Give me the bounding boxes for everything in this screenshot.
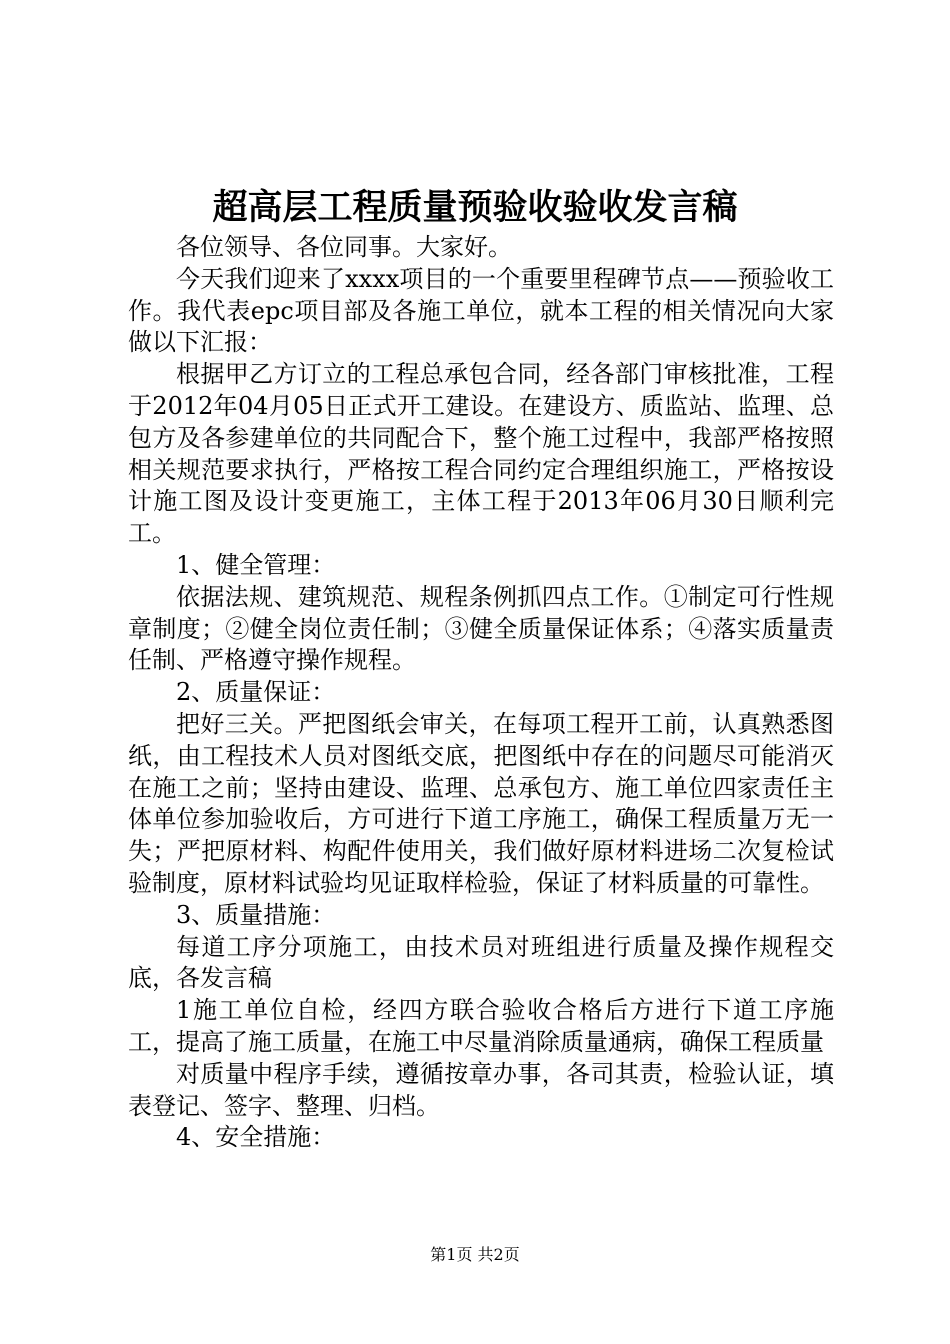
page-footer: 第1页 共2页 (430, 1245, 520, 1264)
paragraph-quality-measures-2: 1施工单位自检，经四方联合验收合格后方进行下道工序施工，提高了施工质量，在施工中尽量消除质量通病，确保工程质量 (128, 996, 834, 1056)
paragraph-greeting: 各位领导、各位同事。大家好。 (176, 233, 512, 261)
document-body (128, 232, 834, 1154)
paragraph-quality-measures-1: 每道工序分项施工，由技术员对班组进行质量及操作规程交底，各发言稿 (128, 932, 834, 993)
paragraph-intro: 今天我们迎来了xxxx项目的一个重要里程碑节点——预验收工作。我代表epc项目部及各施工单位，就本工程的相关情况向大家做以下汇报： (128, 264, 834, 357)
paragraph-quality-assurance: 把好三关。严把图纸会审关，在每项工程开工前，认真熟悉图纸，由工程技术人员对图纸交底，把图纸中存在的问题尽可能消灭在施工之前；坚持由建设、监理、总承包方、施工单位四家责任主体单位参加验收后，方可进行下道工序施工，确保工程质量万无一失；严把原材料、构配件使用关，我们做好原材料进场二次复检试验制度，原材料试验均见证取样检验，保证了材料质量的可靠性。 (128, 709, 834, 897)
paragraph-overview: 根据甲乙方订立的工程总承包合同，经各部门审核批准，工程于2012年04月05日正式开工建设。在建设方、质监站、监理、总包方及各参建单位的共同配合下，整个施工过程中，我部严格按照相关规范要求执行，严格按工程合同约定合理组织施工，严格按设计施工图及设计变更施工，主体工程于2013年06月30日顺利完工。 (128, 360, 834, 548)
section-heading-safety-measures: 4、安全措施： (176, 1123, 336, 1152)
section-heading-quality-measures: 3、质量措施： (176, 900, 336, 929)
section-heading-management: 1、健全管理： (176, 550, 336, 579)
section-heading-quality-assurance: 2、质量保证： (176, 678, 336, 707)
document-title: 超高层工程质量预验收验收发言稿 (212, 187, 738, 228)
paragraph-quality-measures-3: 对质量中程序手续，遵循按章办事，各司其责，检验认证，填表登记、签字、整理、归档。 (128, 1059, 834, 1120)
paragraph-management: 依据法规、建筑规范、规程条例抓四点工作。①制定可行性规章制度；②健全岗位责任制；③健全质量保证体系；④落实质量责任制、严格遵守操作规程。 (128, 582, 834, 675)
